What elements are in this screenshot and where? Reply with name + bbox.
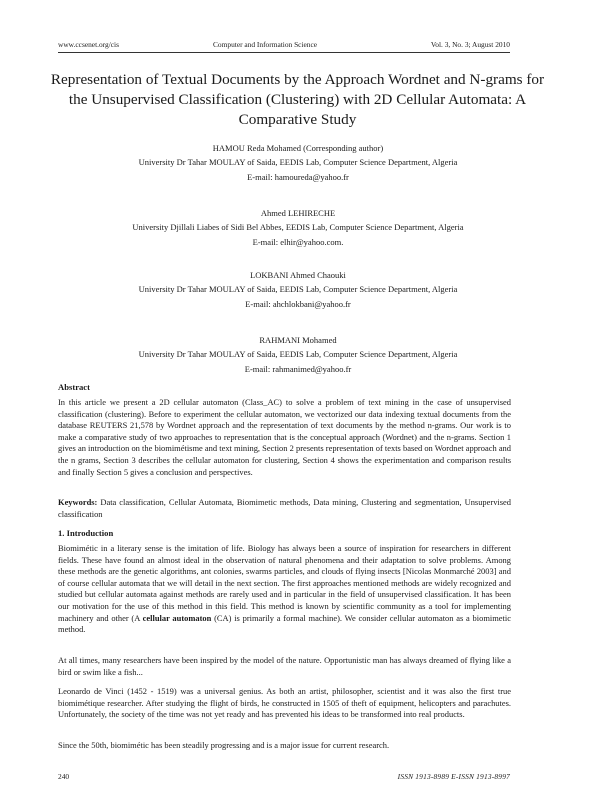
paper-title: Representation of Textual Documents by the Approach Wordnet and N-grams for the Unsupervised Classification (Clustering) with 2D Cellular Automata: A Comparative Study <box>50 71 545 128</box>
author-name: LOKBANI Ahmed Chaouki <box>250 270 346 280</box>
intro-paragraph-4: Since the 50th, biomimétic has been steadily progressing and is a major issue for current research. <box>58 740 390 750</box>
author-email: E-mail: rahmanimed@yahoo.fr <box>244 363 352 374</box>
journal-name: Computer and Information Science <box>213 40 318 49</box>
issn-info: ISSN 1913-8989 E-ISSN 1913-8997 <box>397 772 510 781</box>
author-affiliation: University Dr Tahar MOULAY of Saida, EEDIS Lab, Computer Science Department, Algeria <box>138 349 458 360</box>
author-email: E-mail: ahchlokbani@yahoo.fr <box>245 298 351 309</box>
intro-p1-tail: (CA) is primarily a formal machine). We consider cellular automaton as a biomimetic method. <box>58 612 511 635</box>
introduction-heading: 1. Introduction <box>58 528 114 538</box>
intro-p1-text: Biomimétic in a literary sense is the imitation of life. Biology has always been a source of inspiration for researchers in different fields. These have found an almost ideal in the observation of natural phenomena and their adaptation to solve problems. Among these methods are the genetic algorithms, ant colonies, swarms particles, and clouds of flying insects [Nicolas Monmarché 2003] and of course cellular automata that we will detail in the next section. The first approaches mentioned methods are widely recognized and studied but cellular automata against methods are rarely used and in particular in the field of unsupervised classification. It has been our motivation for the use of this method in this field. This method is known by scientific community as a tool for implementing machinery and other (A <box>58 543 511 623</box>
running-header <box>58 40 510 53</box>
intro-paragraph-1 <box>58 543 511 636</box>
author-block-1 <box>58 141 538 184</box>
author-block-4 <box>58 333 538 376</box>
author-block-3 <box>58 268 538 311</box>
keywords <box>58 497 511 520</box>
keywords-label: Keywords: <box>58 497 98 507</box>
abstract-heading: Abstract <box>58 382 90 392</box>
journal-website: www.ccsenet.org/cis <box>58 40 119 49</box>
author-name: RAHMANI Mohamed <box>259 335 337 345</box>
author-affiliation: University Dr Tahar MOULAY of Saida, EEDIS Lab, Computer Science Department, Algeria <box>138 157 458 168</box>
author-name: Ahmed LEHIRECHE <box>260 208 336 218</box>
abstract-text: In this article we present a 2D cellular automaton (Class_AC) to solve a problem of text mining in the case of unsupervised classification (clustering). Before to experiment the cellular automaton, we vectorized our data indexing textual documents from the database REUTERS 21,578 by Wordnet approach and the representation of text documents by the method n-grams. Our work is to make a comparative study of two approaches to representation that is the conceptual approach (Wordnet) and the n-grams. Section 1 gives an introduction on the biomimétisme and text mining, Section 2 presents representation of texts based on Wordnet approach and the n grams, Section 3 describes the cellular automaton for clustering, Section 4 shows the experimentation and comparison results and finally Section 5 gives a conclusion and perspectives. <box>58 397 511 477</box>
cellular-automaton-term: cellular automaton <box>142 612 212 623</box>
keywords-text: Data classification, Cellular Automata, Biomimetic methods, Data mining, Clustering and segmentation, Unsupervised classification <box>58 497 512 519</box>
author-name: HAMOU Reda Mohamed (Corresponding author) <box>212 143 384 153</box>
volume-info: Vol. 3, No. 3; August 2010 <box>430 40 510 49</box>
author-block-2 <box>58 206 538 249</box>
author-email: E-mail: hamoureda@yahoo.fr <box>247 171 349 182</box>
author-affiliation: University Djillali Liabes of Sidi Bel Abbes, EEDIS Lab, Computer Science Department, Algeria <box>132 222 464 233</box>
intro-paragraph-2: At all times, many researchers have been inspired by the model of the nature. Opportunistic man has always dreamed of flying like a bird or swim like a fish... <box>58 655 511 677</box>
page-number: 240 <box>58 772 70 781</box>
author-email: E-mail: elhir@yahoo.com. <box>252 236 344 247</box>
intro-paragraph-3: Leonardo de Vinci (1452 - 1519) was a universal genius. As both an artist, philosopher, scientist and it was also the first true biomimétique researcher. After studying the flight of birds, he constructed in 1505 of theft of equipment, helicopters and parachutes. Unfortunately, the society of the time was not yet ready and has prevented his ideas to be transformed into real products. <box>58 686 511 720</box>
author-affiliation: University Dr Tahar MOULAY of Saida, EEDIS Lab, Computer Science Department, Algeria <box>138 284 458 295</box>
